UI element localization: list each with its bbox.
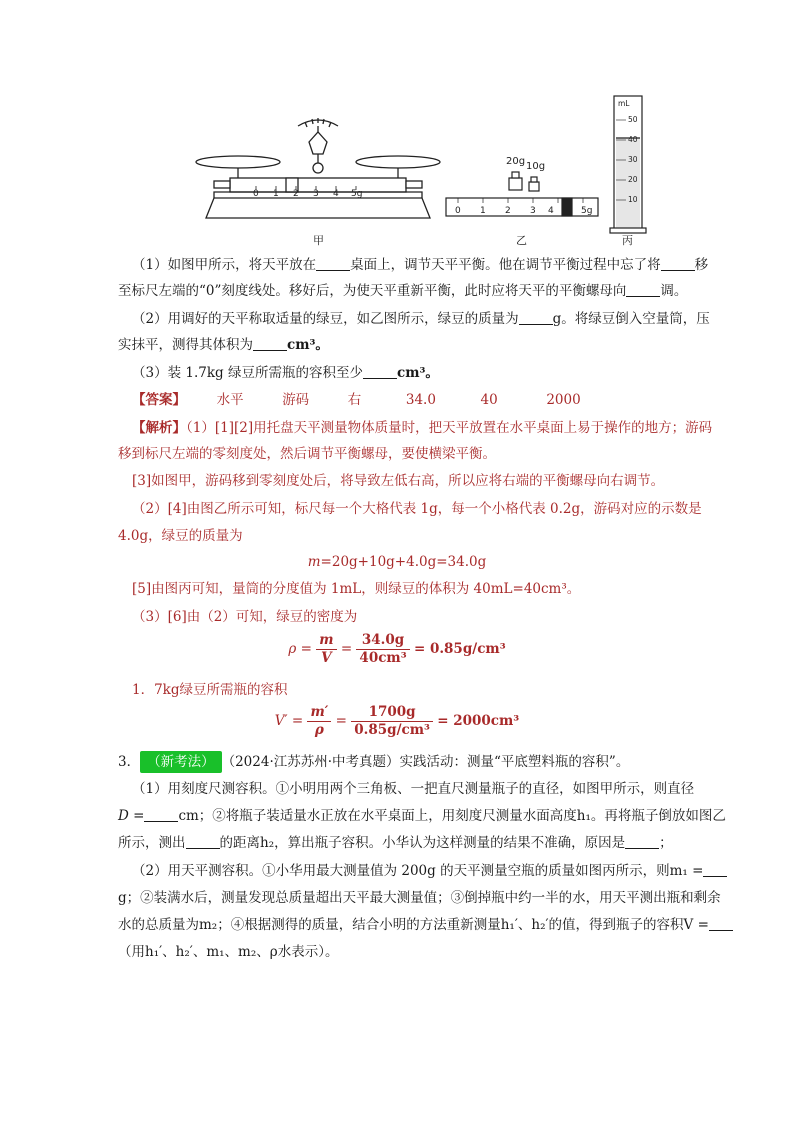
figure-apparatus — [190, 92, 650, 252]
label-yi: 乙 — [516, 234, 527, 247]
balance-tick-label: 4 — [333, 189, 339, 199]
balance-diagram — [196, 118, 440, 218]
cylinder-unit: mL — [618, 99, 630, 108]
answer-blank[interactable] — [519, 310, 553, 325]
answer-blank[interactable] — [626, 282, 660, 297]
answer-row — [132, 390, 581, 410]
answer-blank[interactable] — [144, 807, 178, 822]
slider-tick-label: 0 — [455, 206, 461, 216]
answer-blank[interactable] — [661, 256, 695, 271]
q3-part1-line3: 所示，测出 的距离h₂，算出瓶子容积。小华认为这样测量的结果不准确，原因是 ； — [118, 835, 673, 851]
answer-blank[interactable] — [186, 834, 220, 849]
weight-10g-label: 10g — [526, 161, 546, 172]
new-method-badge: （新考法） — [140, 751, 222, 773]
answer-blank[interactable] — [703, 862, 727, 877]
answer-blank[interactable] — [253, 336, 287, 351]
answer-value: 右 — [347, 392, 362, 408]
balance-tick-label: 1 — [273, 189, 279, 199]
equation-volume: V′ = $\frac{m'}{\rho}$ = $\frac{1700g}{\text{0.85g/cm³}}$ = 2000cm³ — [274, 704, 520, 738]
answer-value: 2000 — [546, 392, 581, 408]
cylinder-tick-label: 40 — [628, 135, 638, 144]
analysis-line: （2）[4]由图乙所示可知，标尺每一个大格代表 1g，每一个小格代表 0.2g，游码对应的示数是 — [132, 501, 702, 517]
cylinder-tick-label: 10 — [628, 195, 638, 204]
slider-tick-label: 2 — [505, 206, 511, 216]
analysis-line: 移到标尺左端的零刻度处，然后调节平衡螺母，要使横梁平衡。 — [118, 446, 496, 462]
answer-blank[interactable] — [363, 364, 397, 379]
equation-density: ρ = $\frac{m}{V}$ = $\frac{34.0g}{\text{40cm³}}$ = 0.85g/cm³ — [288, 632, 506, 666]
analysis-label: 【解析】 — [132, 420, 186, 436]
question-3-header — [118, 751, 629, 773]
slider-tick-label: 3 — [530, 206, 536, 216]
slider-tick-label: 1 — [480, 206, 486, 216]
q3-part2-line4: （用h₁′、h₂′、m₁、m₂、ρ水表示）。 — [118, 944, 339, 960]
balance-tick-label: 5g — [351, 189, 363, 199]
analysis-line: [5]由图丙可知，量筒的分度值为 1mL，则绿豆的体积为 40mL=40cm³。 — [132, 581, 581, 597]
label-jia: 甲 — [313, 234, 324, 247]
answer-value: 水平 — [216, 392, 244, 408]
analysis-line: [3]如图甲，游码移到零刻度处后，将导致左低右高，所以应将右端的平衡螺母向右调节。 — [132, 473, 665, 489]
q1-part1-line1: （1）如图甲所示，将天平放在 桌面上，调节天平平衡。他在调节平衡过程中忘了将 移 — [132, 257, 709, 273]
analysis-line: 4.0g，绿豆的质量为 — [118, 528, 243, 544]
q3-part2-line1: （2）用天平测容积。①小华用最大测量值为 200g 的天平测量空瓶的质量如图丙所示，则m₁ = — [132, 861, 727, 881]
label-bing: 丙 — [622, 234, 633, 247]
analysis-line: 【解析】（1）[1][2]用托盘天平测量物体质量时，把天平放置在水平桌面上易于操作的地方；游码 — [132, 420, 713, 436]
q3-part2-line2: g；②装满水后，测量发现总质量超出天平最大测量值；③倒掉瓶中约一半的水，用天平测出瓶和剩余 — [118, 890, 721, 906]
answer-value: 40 — [480, 392, 498, 408]
q1-part2-line2: 实抹平，测得其体积为 cm³。 — [118, 337, 329, 353]
q1-part3: （3）装 1.7kg 绿豆所需瓶的容积至少 cm³。 — [132, 365, 439, 381]
cylinder-tick-label: 30 — [628, 155, 638, 164]
analysis-line: （3）[6]由（2）可知，绿豆的密度为 — [132, 609, 358, 625]
weight-20g-label: 20g — [506, 156, 526, 167]
q3-part1-line2: D = cm；②将瓶子装适量水正放在水平桌面上，用刻度尺测量水面高度h₁。再将瓶子倒放如图乙 — [118, 808, 726, 824]
answer-blank[interactable] — [709, 916, 733, 931]
analysis-line: 1．7kg绿豆所需瓶的容积 — [132, 682, 288, 698]
q3-part1-line1: （1）用刻度尺测容积。①小明用两个三角板、一把直尺测量瓶子的直径，如图甲所示，则直径 — [132, 781, 695, 797]
balance-tick-label: 3 — [313, 189, 319, 199]
question-number: 3． — [118, 754, 141, 770]
q1-part1-line2: 至标尺左端的“0”刻度线处。移好后，为使天平重新平衡，此时应将天平的平衡螺母向 调。 — [118, 283, 688, 299]
q3-part2-line3: 水的总质量为m₂；④根据测得的质量，结合小明的方法重新测量h₁′、h₂′的值，得到瓶子的容积V = — [118, 915, 733, 935]
slider-tick-label: 4 — [548, 206, 554, 216]
answer-value: 34.0 — [405, 392, 436, 408]
equation-mass: m=20g+10g+4.0g=34.0g — [307, 554, 487, 570]
question-title: （2024·江苏苏州·中考真题）实践活动：测量“平底塑料瓶的容积”。 — [221, 754, 630, 770]
balance-tick-label: 2 — [293, 189, 299, 199]
cylinder-tick-label: 50 — [628, 115, 638, 124]
balance-tick-label: 0 — [253, 189, 259, 199]
answer-value: 游码 — [282, 392, 310, 408]
answer-blank[interactable] — [625, 834, 659, 849]
answer-blank[interactable] — [316, 256, 350, 271]
q1-part2-line1: （2）用调好的天平称取适量的绿豆，如乙图所示，绿豆的质量为 g。将绿豆倒入空量筒，压 — [132, 311, 710, 327]
cylinder-tick-label: 20 — [628, 175, 638, 184]
answer-label: 【答案】 — [132, 392, 186, 408]
slider-tick-label: 5g — [581, 206, 593, 216]
slider-ruler-diagram — [446, 172, 598, 216]
